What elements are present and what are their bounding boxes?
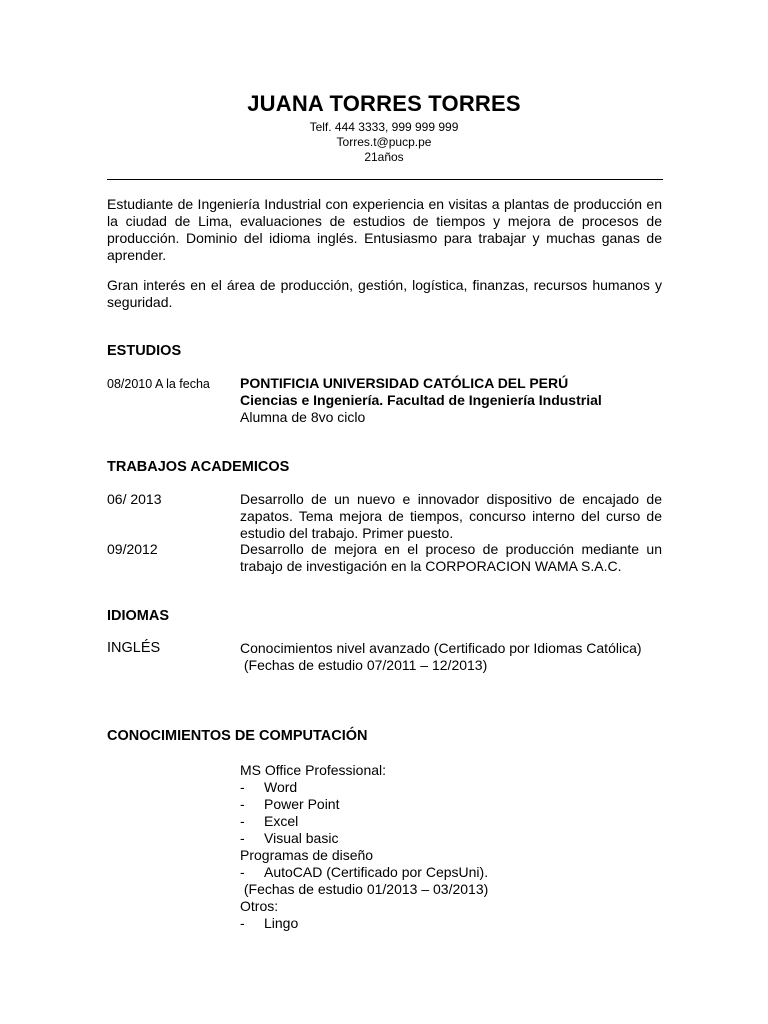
education-date: 08/2010 A la fecha: [107, 377, 210, 391]
bullet-dash: -: [240, 813, 245, 829]
language-name: INGLÉS: [107, 640, 161, 656]
study-level: Alumna de 8vo ciclo: [240, 409, 366, 425]
university-name: PONTIFICIA UNIVERSIDAD CATÓLICA DEL PERÚ: [240, 375, 569, 391]
age-text: 21años: [364, 150, 404, 164]
others-heading: Otros:: [240, 898, 279, 914]
bullet-dash: -: [240, 915, 245, 931]
phone-text: Telf. 444 3333, 999 999 999: [309, 120, 459, 134]
skill-lingo: Lingo: [264, 915, 299, 931]
list-item: [240, 830, 662, 847]
list-item: [240, 779, 662, 796]
work-date: 09/2012: [107, 541, 158, 557]
section-title-idiomas: IDIOMAS: [107, 608, 170, 624]
language-dates: (Fechas de estudio 07/2011 – 12/2013): [240, 657, 488, 673]
candidate-name: JUANA TORRES TORRES: [247, 91, 521, 116]
education-details: [240, 375, 662, 426]
section-title-computacion: CONOCIMIENTOS DE COMPUTACIÓN: [107, 728, 368, 744]
skill-powerpoint: Power Point: [264, 796, 340, 812]
list-item: [240, 813, 662, 830]
summary-paragraph-2: Gran interés en el área de producción, gestión, logística, finanzas, recursos humanos y seguridad.: [107, 277, 662, 310]
section-title-estudios: ESTUDIOS: [107, 343, 182, 359]
section-title-trabajos: TRABAJOS ACADEMICOS: [107, 459, 290, 475]
language-level: Conocimientos nivel avanzado (Certificado por Idiomas Católica): [240, 640, 642, 656]
work-date: 06/ 2013: [107, 491, 162, 507]
design-heading: Programas de diseño: [240, 847, 374, 863]
list-item: [240, 796, 662, 813]
email-text: Torres.t@pucp.pe: [336, 135, 432, 149]
list-item: [240, 915, 662, 932]
summary-paragraph-1: Estudiante de Ingeniería Industrial con experiencia en visitas a plantas de producción en la ciudad de Lima, evaluaciones de estudios de tiempos y mejora de procesos de producción. Dominio del idioma inglés. Entusiasmo para trabajar y muchas ganas de aprender.: [107, 196, 662, 263]
work-description: Desarrollo de un nuevo e innovador dispositivo de encajado de zapatos. Tema mejora de tiempos, concurso interno del curso de estudio del trabajo. Primer puesto.: [240, 491, 662, 541]
skill-autocad: AutoCAD (Certificado por CepsUni).: [264, 864, 489, 880]
skill-word: Word: [264, 779, 298, 795]
resume-header: [0, 90, 768, 165]
bullet-dash: -: [240, 864, 245, 880]
bullet-dash: -: [240, 830, 245, 846]
skill-visual-basic: Visual basic: [264, 830, 339, 846]
faculty-name: Ciencias e Ingeniería. Facultad de Ingeniería Industrial: [240, 392, 602, 408]
computer-skills-list: [240, 762, 662, 932]
bullet-dash: -: [240, 779, 245, 795]
language-details: [240, 640, 662, 674]
bullet-dash: -: [240, 796, 245, 812]
list-item: [240, 864, 662, 881]
design-dates: (Fechas de estudio 01/2013 – 03/2013): [240, 881, 489, 897]
work-description: Desarrollo de mejora en el proceso de producción mediante un trabajo de investigación en la CORPORACION WAMA S.A.C.: [240, 541, 662, 574]
office-heading: MS Office Professional:: [240, 762, 387, 778]
skill-excel: Excel: [264, 813, 299, 829]
header-divider: [107, 179, 663, 180]
